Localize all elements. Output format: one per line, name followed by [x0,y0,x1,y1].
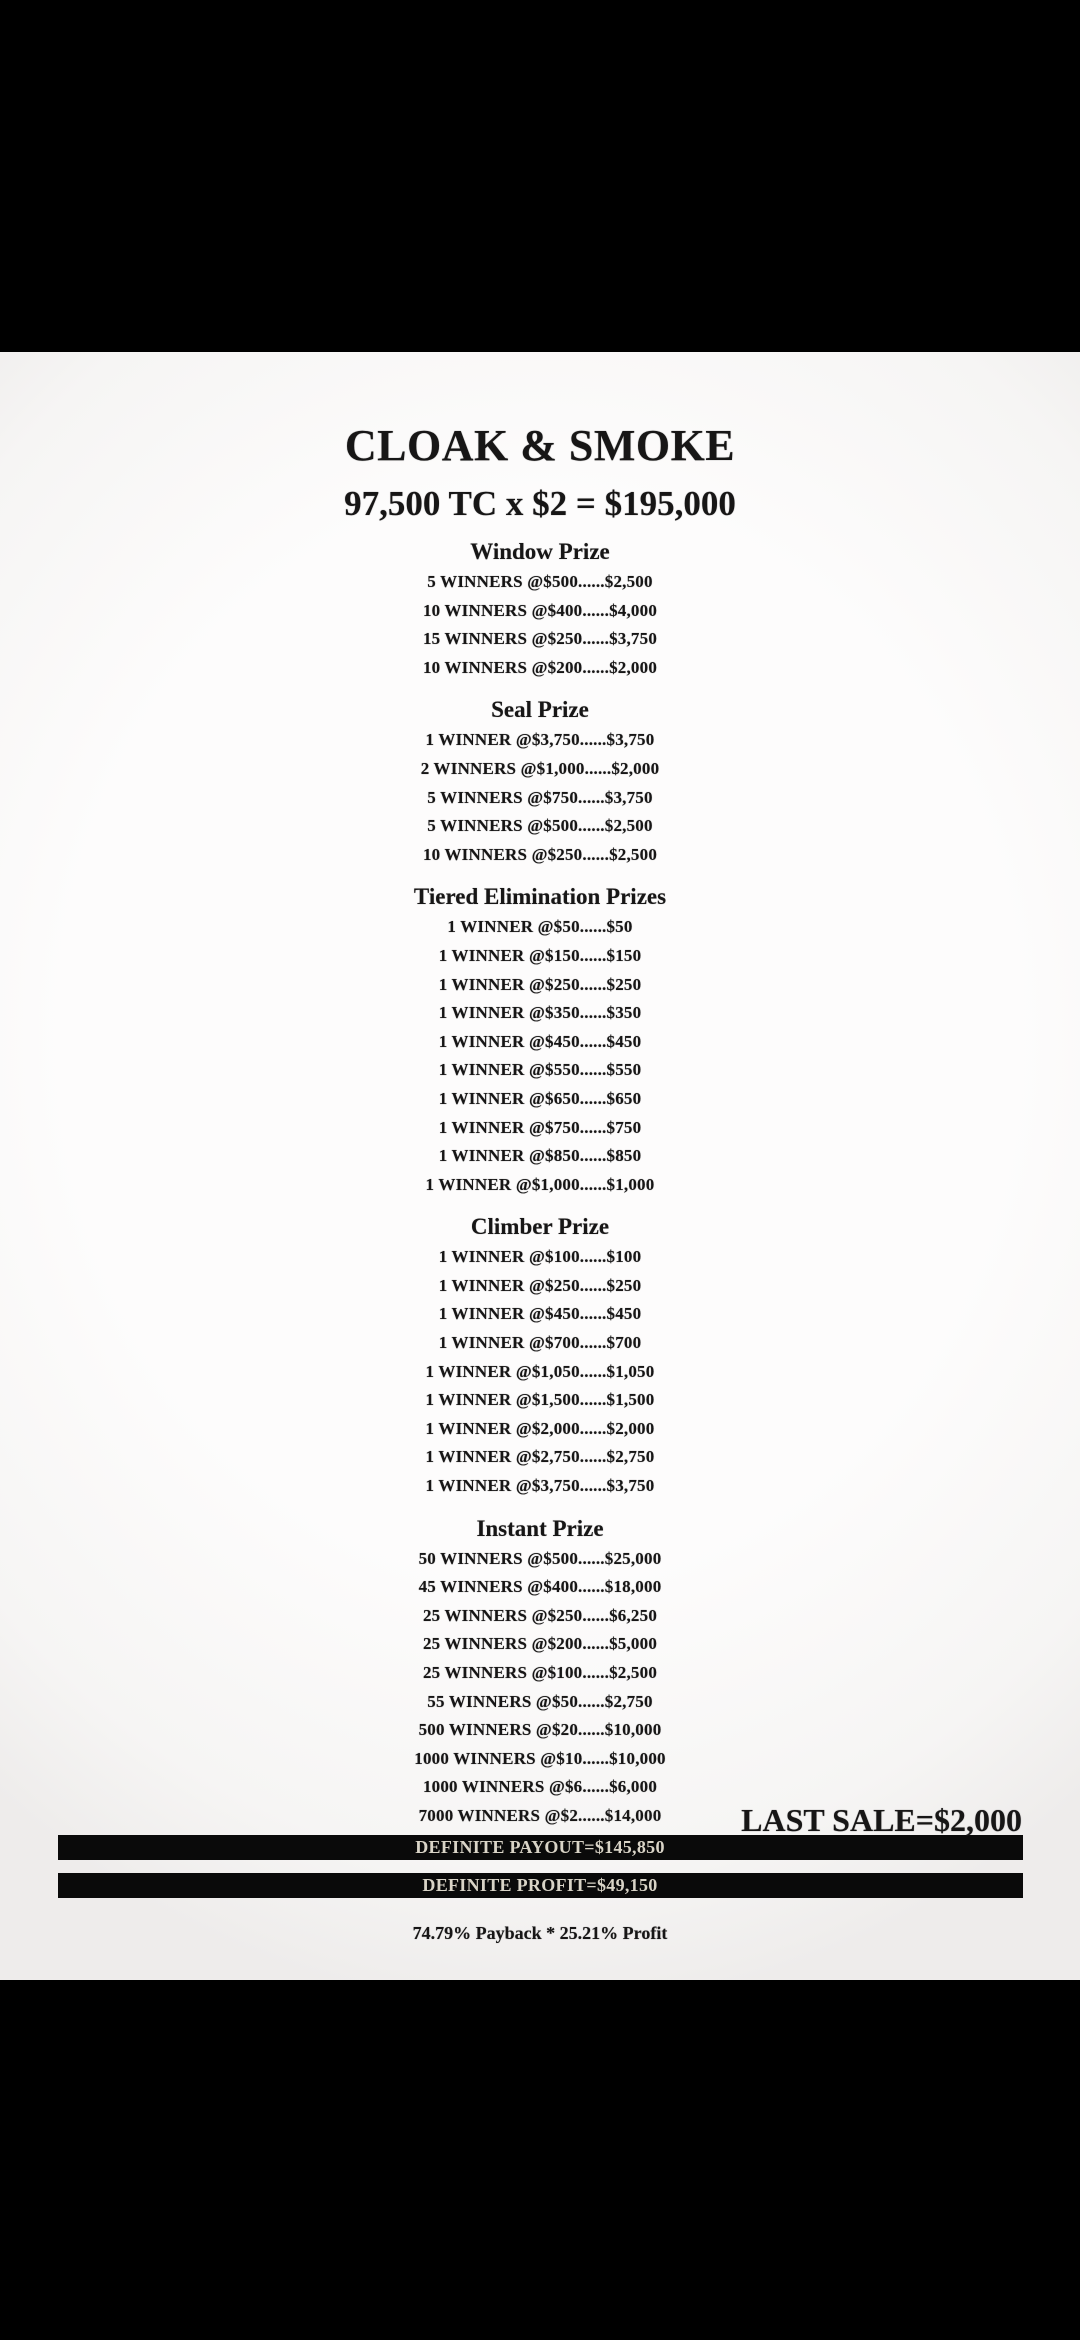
prize-row: 1 WINNER @$1,500......$1,500 [425,1390,655,1410]
prize-row: 1 WINNER @$750......$750 [438,1117,642,1137]
prize-row: 1000 WINNERS @$6......$6,000 [422,1777,658,1797]
definite-profit-text: DEFINITE PROFIT=$49,150 [422,1874,658,1895]
prize-rows [0,1243,1080,1500]
prize-row: 1 WINNER @$1,000......$1,000 [425,1174,655,1194]
prize-row: 1 WINNER @$2,750......$2,750 [425,1447,655,1467]
prize-rows [0,568,1080,682]
prize-row: 1 WINNER @$250......$250 [438,974,642,994]
prize-row: 1 WINNER @$350......$350 [438,1003,642,1023]
prize-rows [0,1545,1080,1831]
prize-row: 1 WINNER @$450......$450 [438,1031,642,1051]
payback-profit-note: 74.79% Payback * 25.21% Profit [412,1922,668,1943]
prize-row: 1 WINNER @$1,050......$1,050 [425,1361,655,1381]
prize-section [0,883,1080,1199]
prize-row: 5 WINNERS @$500......$2,500 [427,816,653,836]
prize-row: 25 WINNERS @$200......$5,000 [422,1634,658,1654]
prize-row: 5 WINNERS @$750......$3,750 [427,787,653,807]
prize-row: 1 WINNER @$150......$150 [438,945,642,965]
prize-row: 1 WINNER @$250......$250 [438,1275,642,1295]
prize-row: 1 WINNER @$100......$100 [438,1247,642,1267]
prize-row: 1 WINNER @$850......$850 [438,1146,642,1166]
prize-section-header: Window Prize [470,539,610,564]
prize-row: 7000 WINNERS @$2......$14,000 [418,1805,662,1825]
prize-row: 10 WINNERS @$200......$2,000 [422,657,658,677]
top-letterbox [0,0,1080,352]
prize-row: 15 WINNERS @$250......$3,750 [422,629,658,649]
prize-section [0,696,1080,869]
prize-section [0,538,1080,682]
prize-section [0,1515,1080,1831]
last-sale-note: LAST SALE=$2,000 [741,1802,1022,1838]
prize-row: 45 WINNERS @$400......$18,000 [418,1577,662,1597]
prize-rows [0,726,1080,869]
prize-row: 1 WINNER @$2,000......$2,000 [425,1418,655,1438]
prize-rows [0,913,1080,1199]
prize-section [0,1213,1080,1500]
flyer-document [0,352,1080,1980]
flyer-title: CLOAK & SMOKE [344,421,736,470]
prize-row: 50 WINNERS @$500......$25,000 [418,1548,662,1568]
prize-section-header: Instant Prize [476,1515,604,1541]
prize-section-header: Tiered Elimination Prizes [413,884,667,910]
prize-row: 55 WINNERS @$50......$2,750 [427,1691,653,1711]
prize-row: 1000 WINNERS @$10......$10,000 [414,1748,666,1768]
definite-payout-text: DEFINITE PAYOUT=$145,850 [415,1836,665,1857]
prize-row: 25 WINNERS @$250......$6,250 [422,1605,658,1625]
ticket-summary: 97,500 TC x $2 = $195,000 [344,484,736,523]
prize-row: 1 WINNER @$450......$450 [438,1304,642,1324]
prize-row: 1 WINNER @$650......$650 [438,1088,642,1108]
prize-row: 1 WINNER @$3,750......$3,750 [425,730,655,750]
bottom-letterbox [0,1980,1080,2340]
prize-row: 5 WINNERS @$500......$2,500 [427,572,653,591]
prize-row: 2 WINNERS @$1,000......$2,000 [420,758,660,778]
prize-row: 500 WINNERS @$20......$10,000 [418,1720,662,1740]
prize-section-header: Seal Prize [491,697,589,723]
prize-row: 1 WINNER @$700......$700 [438,1333,642,1353]
prize-section-header: Climber Prize [470,1214,610,1240]
prize-row: 10 WINNERS @$250......$2,500 [422,844,658,864]
prize-row: 25 WINNERS @$100......$2,500 [422,1663,658,1682]
prize-row: 10 WINNERS @$400......$4,000 [422,600,658,620]
definite-payout-bar [58,1835,1023,1860]
prize-row: 1 WINNER @$3,750......$3,750 [425,1476,655,1496]
prize-sections [0,538,1080,1831]
definite-profit-bar [58,1873,1023,1898]
prize-row: 1 WINNER @$50......$50 [447,917,633,937]
prize-row: 1 WINNER @$550......$550 [438,1060,642,1080]
